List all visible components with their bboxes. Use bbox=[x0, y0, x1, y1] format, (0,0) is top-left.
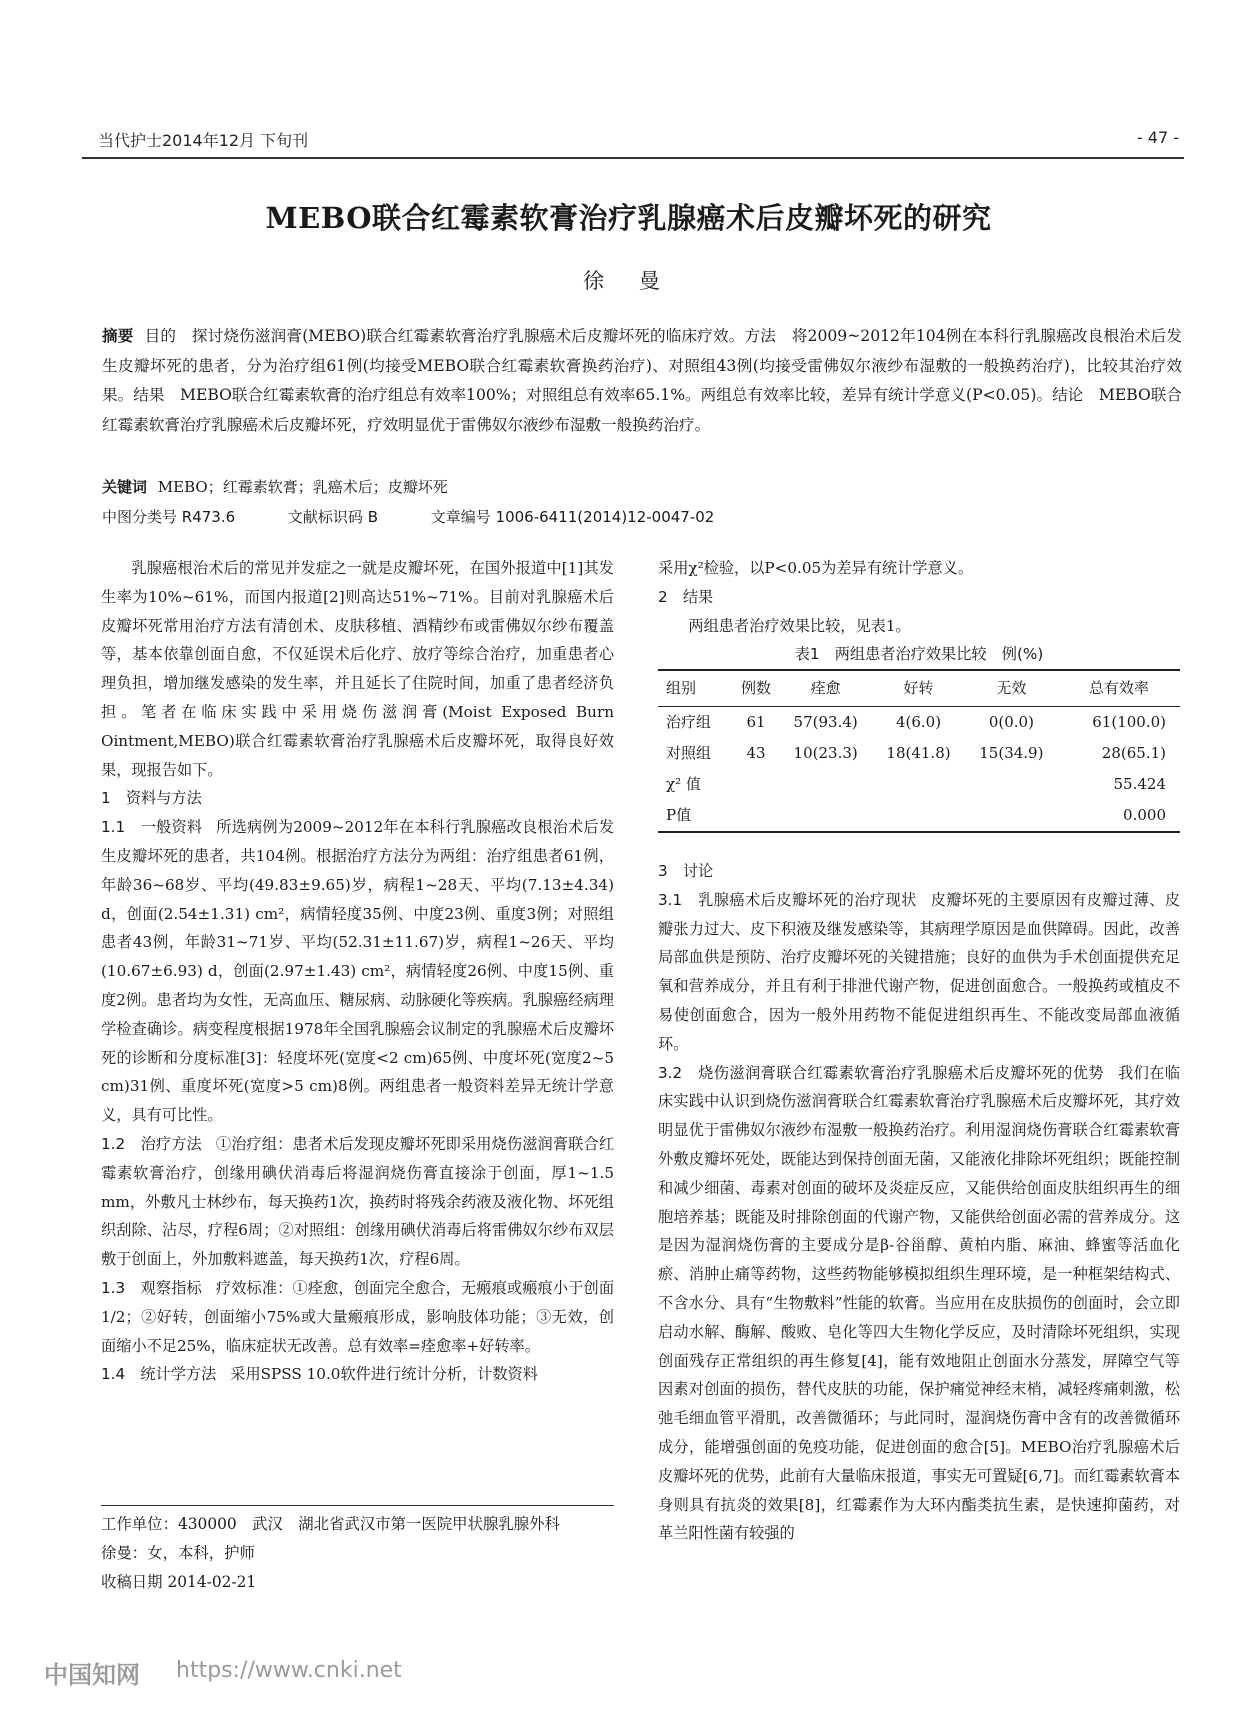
table-cell: 15(34.9) bbox=[979, 743, 1044, 762]
subsection-heading: 3.1 乳腺癌术后皮瓣坏死的治疗现状 bbox=[658, 890, 917, 909]
footnote-rule bbox=[101, 1505, 614, 1506]
table-cell: 10(23.3) bbox=[793, 743, 858, 762]
table-row bbox=[658, 769, 1180, 800]
paragraph-1-3 bbox=[101, 1274, 614, 1360]
article-number: 文章编号 1006-6411(2014)12-0047-02 bbox=[430, 508, 715, 526]
abstract bbox=[102, 322, 1182, 440]
abstract-label: 摘要 bbox=[102, 327, 134, 345]
table-cell: 61 bbox=[746, 712, 766, 731]
table-cell bbox=[872, 769, 965, 800]
table-header: 组别 bbox=[658, 670, 733, 706]
received-date: 收稿日期 2014-02-21 bbox=[101, 1573, 257, 1591]
paragraph-1-4 bbox=[101, 1360, 614, 1389]
right-column bbox=[658, 554, 1180, 1548]
keywords bbox=[102, 473, 1182, 501]
table-cell: 4(6.0) bbox=[895, 712, 942, 731]
journal-header: 当代护士2014年12月 下旬刊 bbox=[98, 131, 309, 150]
section-heading: 2 结果 bbox=[658, 587, 714, 606]
table-caption: 表1 两组患者治疗效果比较 例(%) bbox=[794, 645, 1044, 664]
paragraph-text: 采用SPSS 10.0软件进行统计分析，计数资料 bbox=[230, 1365, 538, 1384]
intro-paragraph: 乳腺癌根治术后的常见并发症之一就是皮瓣坏死，在国外报道中[1]其发生率为10%~61%，而国内报道[2]则高达51%~71%。目前对乳腺癌术后皮瓣坏死常用治疗方法有清创术、皮肤移植、酒精纱布或雷佛奴尔纱布覆盖等，基本依靠创面自愈，不仅延误术后化疗、放疗等综合治疗，加重患者心理负担，增加继发感染的发生率，并且延长了住院时间，加重了患者经济负担。笔者在临床实践中采用烧伤滋润膏(Moist Exposed Burn Ointment,MEBO)联合红霉素软膏治疗乳腺癌术后皮瓣坏死，取得良好效果，现报告如下。 bbox=[101, 559, 614, 779]
table-row bbox=[658, 738, 1180, 769]
cnki-watermark-url: https://www.cnki.net bbox=[176, 1658, 402, 1683]
subsection-heading: 3.2 烧伤滋润膏联合红霉素软膏治疗乳腺癌术后皮瓣坏死的优势 bbox=[658, 1063, 1104, 1082]
paper-title: MEBO联合红霉素软膏治疗乳腺癌术后皮瓣坏死的研究 bbox=[265, 201, 992, 235]
subsection-heading: 1.3 观察指标 bbox=[101, 1278, 202, 1297]
table-cell bbox=[779, 800, 872, 832]
cnki-watermark-brand: 中国知网 bbox=[44, 1661, 140, 1689]
keywords-label: 关键词 bbox=[102, 478, 148, 496]
paragraph-1-2 bbox=[101, 1130, 614, 1274]
paragraph-text: 疗效标准：①痊愈，创面完全愈合，无瘢痕或瘢痕小于创面1/2；②好转，创面缩小75%或大量瘢痕形成，影响肢体功能；③无效，创面缩小不足25%，临床症状无改善。总有效率=痊愈率+好转率。 bbox=[101, 1278, 615, 1355]
table-cell bbox=[965, 769, 1058, 800]
table-cell: χ² 值 bbox=[666, 774, 701, 793]
section-heading: 1 资料与方法 bbox=[101, 789, 202, 808]
table-cell bbox=[965, 800, 1058, 832]
table-cell: 61(100.0) bbox=[1092, 712, 1166, 731]
table-header: 好转 bbox=[872, 670, 965, 706]
table-header: 痊愈 bbox=[779, 670, 872, 706]
paper-author: 徐 曼 bbox=[583, 269, 674, 293]
clc-number: 中图分类号 R473.6 bbox=[102, 508, 236, 526]
table-header: 例数 bbox=[733, 670, 779, 706]
table-cell: 43 bbox=[746, 743, 766, 762]
document-code: 文献标识码 B bbox=[287, 508, 378, 526]
paragraph-3-2 bbox=[658, 1059, 1180, 1549]
results-table bbox=[658, 669, 1180, 833]
stat-method-continued: 采用χ²检验，以P<0.05为差异有统计学意义。 bbox=[658, 559, 974, 577]
footnote bbox=[101, 1510, 614, 1597]
table-header: 无效 bbox=[965, 670, 1058, 706]
table-cell: 0(0.0) bbox=[988, 712, 1034, 731]
page-number: - 47 - bbox=[1136, 128, 1179, 147]
keywords-text: MEBO；红霉素软膏；乳癌术后；皮瓣坏死 bbox=[157, 478, 448, 496]
table-cell: 57(93.4) bbox=[793, 712, 858, 731]
paragraph-1-1 bbox=[101, 813, 614, 1130]
subsection-heading: 1.1 一般资料 bbox=[101, 818, 203, 837]
subsection-heading: 1.2 治疗方法 bbox=[101, 1134, 202, 1153]
subsection-heading: 1.4 统计学方法 bbox=[101, 1365, 217, 1384]
table-cell bbox=[733, 800, 779, 832]
results-paragraph: 两组患者治疗效果比较，见表1。 bbox=[688, 616, 911, 635]
paragraph-text: 所选病例为2009~2012年在本科行乳腺癌改良根治术后发生皮瓣坏死的患者，共104例。根据治疗方法分为两组：治疗组患者61例，年龄36~68岁、平均(49.83±9.65)岁，病程1~28天、平均(7.13±4.34) d，创面(2.54±1.31) cm²，病情轻度35例、中度23例、重度3例；对照组患者43例，年龄31~71岁、平均(52.31±11.67)岁，病程1~26天、平均(10.67±6.93) d，创面(2.97±1.43) cm²，病情轻度26例、中度15例、重度2例。患者均为女性，无高血压、糖尿病、动脉硬化等疾病。乳腺癌经病理学检查确诊。病变程度根据1978年全国乳腺癌会议制定的乳腺癌术后皮瓣坏死的诊断和分度标准[3]：轻度坏死(宽度<2 cm)65例、中度坏死(宽度2~5 cm)31例、重度坏死(宽度>5 cm)8例。两组患者一般资料差异无统计学意义，具有可比性。 bbox=[101, 818, 615, 1125]
table-cell: 对照组 bbox=[666, 743, 712, 762]
table-cell: P值 bbox=[658, 800, 733, 832]
table-row bbox=[658, 706, 1180, 738]
table-cell: 18(41.8) bbox=[886, 743, 951, 762]
table-cell bbox=[733, 769, 779, 800]
paragraph-text: ①治疗组：患者术后发现皮瓣坏死即采用烧伤滋润膏联合红霉素软膏治疗，创缘用碘伏消毒后将湿润烧伤膏直接涂于创面，厚1~1.5 mm，外敷凡士林纱布，每天换药1次，换药时将残余药液及液化物、坏死组织刮除、沾尽，疗程6周；②对照组：创缘用碘伏消毒后将雷佛奴尔纱布双层敷于创面上，外加敷料遮盖，每天换药1次，疗程6周。 bbox=[101, 1134, 615, 1269]
table-cell: 0.000 bbox=[1058, 800, 1180, 832]
table-cell: 55.424 bbox=[1113, 774, 1166, 793]
table-cell bbox=[872, 800, 965, 832]
left-column bbox=[101, 554, 614, 1389]
section-heading: 3 讨论 bbox=[658, 861, 714, 880]
table-header: 总有效率 bbox=[1058, 670, 1180, 706]
work-unit: 工作单位：430000 武汉 湖北省武汉市第一医院甲状腺乳腺外科 bbox=[101, 1515, 560, 1533]
table-row bbox=[658, 800, 1180, 832]
paragraph-3-1 bbox=[658, 886, 1180, 1059]
paragraph-text: 皮瓣坏死的主要原因有皮瓣过薄、皮瓣张力过大、皮下积液及继发感染等，其病理学原因是血供障碍。因此，改善局部血供是预防、治疗皮瓣坏死的关键措施；良好的血供为手术创面提供充足氧和营养成分，并且有利于排泄代谢产物，促进创面愈合。一般换药或植皮不易使创面愈合，因为一般外用药物不能促进组织再生、不能改变局部血液循环。 bbox=[658, 890, 1181, 1053]
classification-line bbox=[102, 503, 1182, 531]
header-rule bbox=[82, 157, 1184, 159]
paragraph-text: 我们在临床实践中认识到烧伤滋润膏联合红霉素软膏治疗乳腺癌术后皮瓣坏死，其疗效明显优于雷佛奴尔液纱布湿敷一般换药治疗。利用湿润烧伤膏联合红霉素软膏外敷皮瓣坏死处，既能达到保持创面无菌，又能液化排除坏死组织；既能控制和减少细菌、毒素对创面的破坏及炎症反应，又能供给创面皮肤组织再生的细胞培养基；既能及时排除创面的代谢产物，又能供给创面必需的营养成分。这是因为湿润烧伤膏的主要成分是β-谷甾醇、黄柏内脂、麻油、蜂蜜等活血化瘀、消肿止痛等药物，这些药物能够模拟组织生理环境，是一种框架结构式、不含水分、具有“生物敷料”性能的软膏。当应用在皮肤损伤的创面时，会立即启动水解、酶解、酸败、皂化等四大生物化学反应，及时清除坏死组织，实现创面残存正常组织的再生修复[4]，能有效地阻止创面水分蒸发，屏障空气等因素对创面的损伤，替代皮肤的功能，保护痛觉神经末梢，减轻疼痛刺激，松弛毛细血管平滑肌，改善微循环；与此同时，湿润烧伤膏中含有的改善微循环成分，能增强创面的免疫功能，促进创面的愈合[5]。MEBO治疗乳腺癌术后皮瓣坏死的优势，此前有大量临床报道，事实无可置疑[6,7]。而红霉素软膏本身则具有抗炎的效果[8]，红霉素作为大环内酯类抗生素，是快速抑菌药，对革兰阳性菌有较强的 bbox=[658, 1063, 1181, 1543]
table-cell bbox=[779, 769, 872, 800]
table-cell: 28(65.1) bbox=[1101, 743, 1166, 762]
abstract-text: 目的 探讨烧伤滋润膏(MEBO)联合红霉素软膏治疗乳腺癌术后皮瓣坏死的临床疗效。方法 将2009~2012年104例在本科行乳腺癌改良根治术后发生皮瓣坏死的患者，分为治疗组61例(均接受MEBO联合红霉素软膏换药治疗)、对照组43例(均接受雷佛奴尔液纱布湿敷的一般换药治疗)，比较其治疗效果。结果 MEBO联合红霉素软膏的治疗组总有效率100%；对照组总有效率65.1%。两组总有效率比较，差异有统计学意义(P<0.05)。结论 MEBO联合红霉素软膏治疗乳腺癌术后皮瓣坏死，疗效明显优于雷佛奴尔液纱布湿敷一般换药治疗。 bbox=[102, 327, 1182, 434]
author-info: 徐曼：女，本科，护师 bbox=[101, 1544, 255, 1562]
table-header-row bbox=[658, 670, 1180, 706]
table-cell: 治疗组 bbox=[666, 712, 712, 731]
